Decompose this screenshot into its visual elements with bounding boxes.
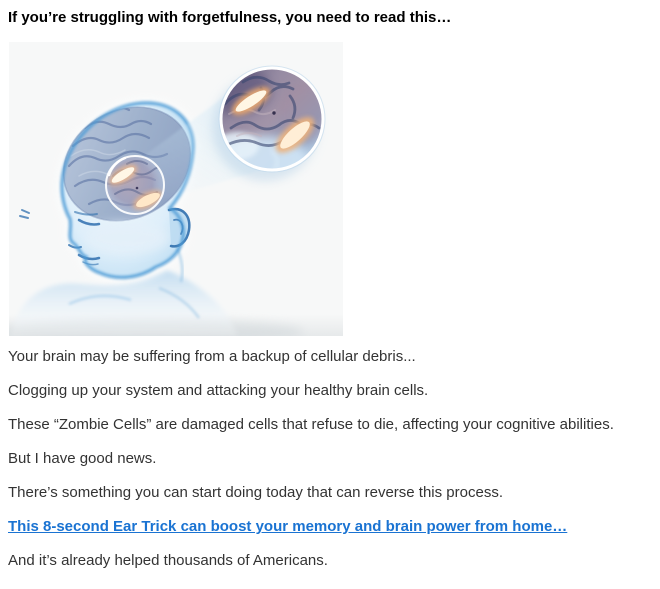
headline: If you’re struggling with forgetfulness, you need to read this… [8,9,452,26]
brain-illustration-svg [9,42,343,336]
paragraph-clogging: Clogging up your system and attacking your healthy brain cells. [8,382,429,399]
ear-trick-link[interactable]: This 8-second Ear Trick can boost your memory and brain power from home… [8,518,568,535]
brain-illustration [9,42,343,336]
paragraph-cellular-debris: Your brain may be suffering from a backup of cellular debris... [8,348,416,365]
paragraph-reverse-process: There’s something you can start doing today that can reverse this process. [8,484,503,501]
paragraph-zombie-cells: These “Zombie Cells” are damaged cells that refuse to die, affecting your cognitive abilities. [8,416,614,433]
paragraph-good-news: But I have good news. [8,450,157,467]
paragraph-closing: And it’s already helped thousands of Americans. [8,552,328,569]
link-line [8,519,652,535]
